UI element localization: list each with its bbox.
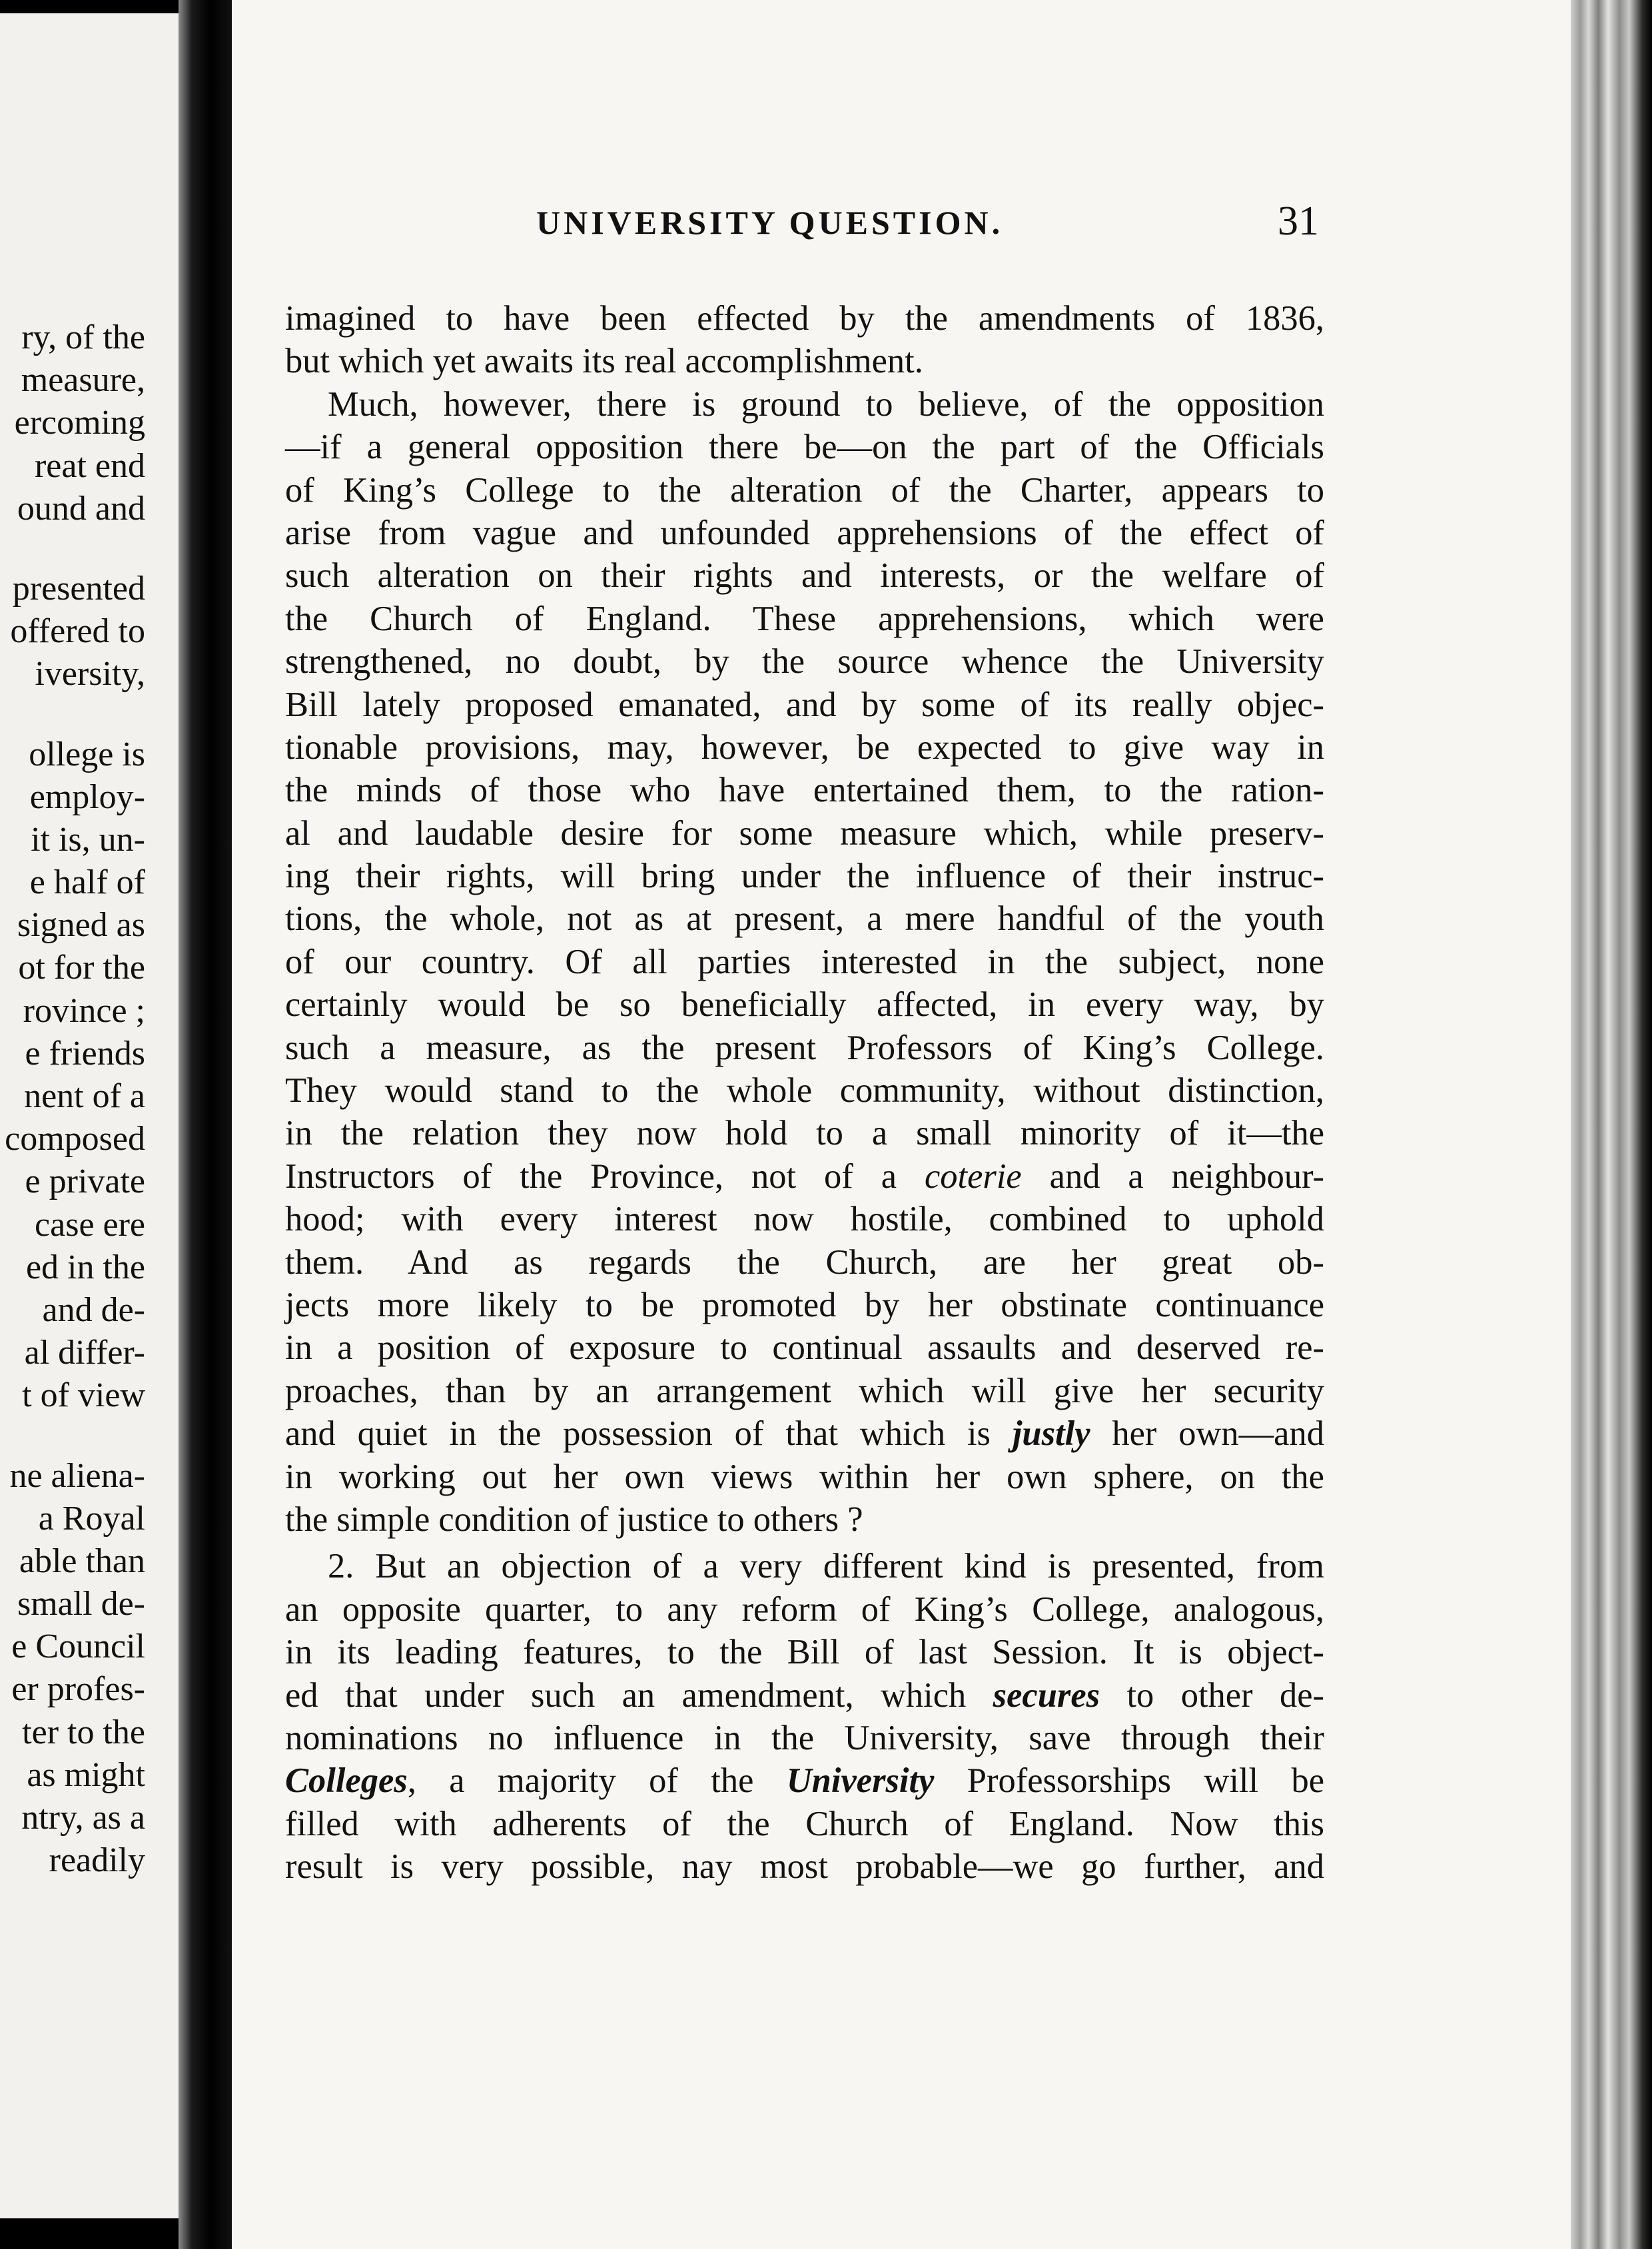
text-line: such a measure, as the present Professors of King’s College.	[285, 1028, 1324, 1067]
left-fragment-line: ry, of the	[21, 318, 145, 356]
text-line: tions, the whole, not as at present, a mere handful of the youth	[285, 899, 1324, 939]
left-fragment-line: offered to	[10, 612, 145, 651]
text-line: in working out her own views within her own sphere, on the	[285, 1457, 1324, 1496]
text-line: 2. But an objection of a very different kind is presented, from	[328, 1547, 1324, 1586]
left-fragment-line: measure,	[21, 361, 145, 400]
text-line: proaches, than by an arrangement which will give her security	[285, 1371, 1324, 1410]
left-fragment-line: as might	[27, 1755, 145, 1794]
text-line: filled with adherents of the Church of England. Now this	[285, 1804, 1324, 1843]
italic-justly: justly	[1012, 1414, 1090, 1454]
left-fragment-line: e half of	[29, 863, 145, 902]
text-line: nominations no influence in the University, save through their	[285, 1718, 1324, 1757]
text-line: of King’s College to the alteration of the Charter, appears to	[285, 470, 1324, 510]
left-fragment-line: ollege is	[29, 735, 145, 773]
text-line: imagined to have been effected by the amendments of 1836,	[285, 299, 1324, 338]
text-line: al and laudable desire for some measure which, while preserv-	[285, 813, 1324, 853]
text-line: the simple condition of justice to others ?	[285, 1500, 863, 1539]
left-fragment-gap	[0, 696, 145, 733]
text-line: of our country. Of all parties interested in the subject, none	[285, 942, 1324, 981]
left-fragment-line: and de-	[42, 1290, 145, 1329]
left-fragment-line: e private	[25, 1162, 145, 1201]
text-line: jects more likely to be promoted by her obstinate continuance	[285, 1285, 1324, 1324]
italic-coterie: coterie	[924, 1156, 1022, 1196]
text-line: They would stand to the whole community, without distinction,	[285, 1071, 1324, 1111]
italic-colleges: Colleges	[285, 1761, 408, 1801]
text-line: result is very possible, nay most probable—we go further, and	[285, 1847, 1324, 1887]
left-fragment-line: ne aliena-	[9, 1456, 145, 1495]
text-line: in the relation they now hold to a small minority of it—the	[285, 1114, 1324, 1153]
left-fragment-line: employ-	[29, 777, 145, 816]
text-line: —if a general opposition there be—on the part of the Officials	[285, 428, 1324, 467]
left-fragment-line: e friends	[25, 1034, 145, 1073]
book-gutter-shadow	[179, 0, 232, 2249]
left-fragment-line: ot for the	[18, 949, 145, 987]
text-line: such alteration on their rights and interests, or the welfare of	[285, 556, 1324, 596]
italic-university: University	[786, 1761, 935, 1801]
left-fragment-line: rovince ;	[23, 991, 145, 1030]
page-number: 31	[1278, 199, 1319, 244]
left-fragment-line: a Royal	[38, 1499, 145, 1538]
text-line: the Church of England. These apprehensions, which were	[285, 599, 1324, 638]
text-line: arise from vague and unfounded apprehensions of the effect of	[285, 513, 1324, 552]
text-line: Instructors of the Province, not of a coterie and a neighbour-	[285, 1156, 1324, 1196]
left-fragment-line: ercoming	[14, 404, 145, 442]
left-fragment-line: readily	[49, 1841, 145, 1880]
left-fragment-line: composed	[5, 1120, 145, 1158]
text-line: and quiet in the possession of that which is justly her own—and	[285, 1414, 1324, 1454]
left-fragment-line: al differ-	[24, 1334, 145, 1372]
text-line: in a position of exposure to continual assaults and deserved re-	[285, 1328, 1324, 1368]
left-fragment-line: iversity,	[35, 655, 145, 693]
left-fragment-line: t of view	[22, 1376, 145, 1415]
body-text	[285, 297, 1324, 1888]
text-line: tionable provisions, may, however, be expected to give way in	[285, 727, 1324, 767]
text-line: ed that under such an amendment, which secures to other de-	[285, 1675, 1324, 1715]
left-fragment-line: case ere	[35, 1205, 145, 1244]
left-fragment-line: e Council	[11, 1627, 145, 1666]
text-line: Much, however, there is ground to believe, of the opposition	[328, 384, 1324, 424]
left-page-text-fragments	[0, 316, 145, 1882]
left-fragment-gap	[0, 1418, 145, 1455]
running-head: UNIVERSITY QUESTION.	[536, 204, 1004, 241]
page-header	[320, 199, 1332, 256]
left-fragment-line: it is, un-	[31, 820, 145, 859]
left-fragment-line: ter to the	[22, 1713, 145, 1751]
text-line: strengthened, no doubt, by the source whence the University	[285, 642, 1324, 681]
text-line: but which yet awaits its real accomplishment.	[285, 342, 923, 381]
left-fragment-line: nent of a	[24, 1077, 145, 1115]
left-fragment-line: small de-	[17, 1585, 145, 1623]
text-line: Colleges, a majority of the University Professorships will be	[285, 1761, 1324, 1801]
left-fragment-line: ound and	[17, 489, 145, 528]
page-edges-stack	[1571, 0, 1652, 2249]
text-line: ing their rights, will bring under the influence of their instruc-	[285, 857, 1324, 896]
left-facing-page	[0, 13, 188, 2218]
left-fragment-line: ntry, as a	[21, 1799, 145, 1837]
text-line: the minds of those who have entertained them, to the ration-	[285, 771, 1324, 810]
left-fragment-line: signed as	[17, 906, 145, 945]
text-line: an opposite quarter, to any reform of King’s College, analogous,	[285, 1589, 1324, 1629]
text-line: in its leading features, to the Bill of last Session. It is object-	[285, 1633, 1324, 1672]
text-line: Bill lately proposed emanated, and by some of its really objec-	[285, 685, 1324, 724]
left-fragment-line: presented	[12, 569, 145, 608]
left-fragment-line: er profes-	[11, 1670, 145, 1709]
left-fragment-line: reat end	[34, 446, 145, 485]
text-line: certainly would be so beneficially affected, in every way, by	[285, 985, 1324, 1025]
text-line: them. And as regards the Church, are her great ob-	[285, 1242, 1324, 1282]
left-fragment-line: ed in the	[25, 1248, 145, 1286]
text-line: hood; with every interest now hostile, combined to uphold	[285, 1200, 1324, 1239]
left-fragment-line: able than	[19, 1542, 145, 1580]
left-fragment-gap	[0, 530, 145, 568]
italic-secures: secures	[993, 1675, 1100, 1715]
